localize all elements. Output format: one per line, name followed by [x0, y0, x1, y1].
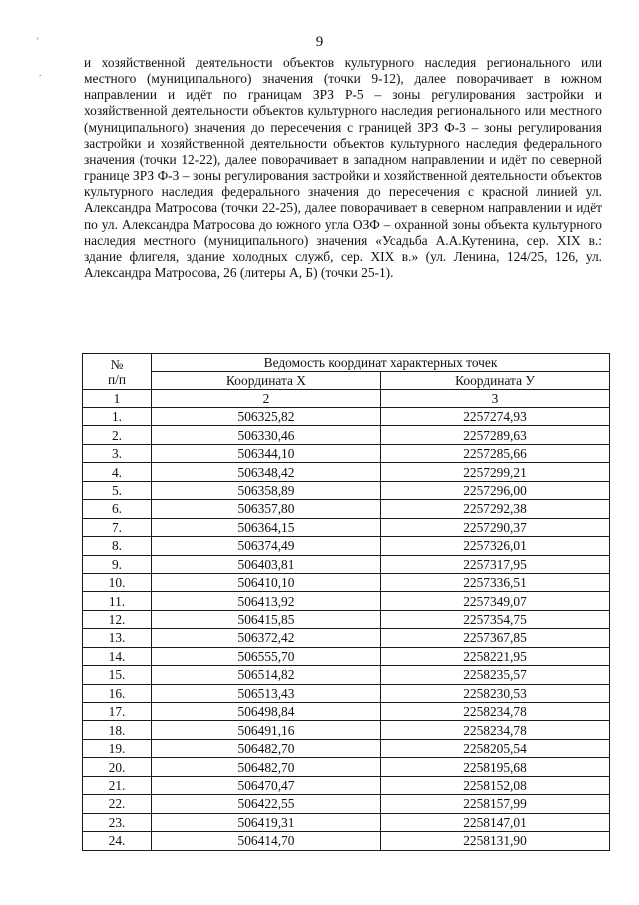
coordinates-table [82, 353, 610, 851]
coordinate-x-cell: 506415,85 [152, 610, 381, 628]
coordinate-y-cell: 2258152,08 [381, 776, 610, 794]
point-number-cell: 7. [83, 518, 152, 536]
coordinate-x-cell: 506330,46 [152, 426, 381, 444]
coordinate-y-cell: 2257336,51 [381, 573, 610, 591]
point-number-cell: 20. [83, 758, 152, 776]
table-row [83, 408, 610, 426]
point-number-cell: 1. [83, 408, 152, 426]
margin-mark: . [39, 68, 42, 78]
table-row [83, 481, 610, 499]
coordinate-x-cell: 506403,81 [152, 555, 381, 573]
coordinate-y-cell: 2258230,53 [381, 684, 610, 702]
coordinate-y-cell: 2258195,68 [381, 758, 610, 776]
point-number-cell: 18. [83, 721, 152, 739]
coordinate-y-cell: 2257285,66 [381, 444, 610, 462]
coordinate-y-cell: 2258221,95 [381, 647, 610, 665]
coordinate-x-cell: 506513,43 [152, 684, 381, 702]
coordinate-x-cell: 506555,70 [152, 647, 381, 665]
coordinate-y-cell: 2257292,38 [381, 500, 610, 518]
coordinate-y-cell: 2258147,01 [381, 813, 610, 831]
table-row [83, 463, 610, 481]
point-number-cell: 16. [83, 684, 152, 702]
table-row [83, 739, 610, 757]
header-number-cell [83, 354, 152, 390]
margin-mark: ' [37, 36, 39, 46]
coordinate-y-cell: 2257354,75 [381, 610, 610, 628]
coordinate-x-cell: 506482,70 [152, 758, 381, 776]
point-number-cell: 22. [83, 795, 152, 813]
point-number-cell: 21. [83, 776, 152, 794]
point-number-cell: 9. [83, 555, 152, 573]
coordinate-y-cell: 2258235,57 [381, 666, 610, 684]
coordinate-y-cell: 2257349,07 [381, 592, 610, 610]
table-row [83, 832, 610, 850]
point-number-cell: 3. [83, 444, 152, 462]
table-row [83, 610, 610, 628]
table-row [83, 518, 610, 536]
coordinate-y-cell: 2258234,78 [381, 721, 610, 739]
coordinate-x-cell: 506413,92 [152, 592, 381, 610]
table-row [83, 500, 610, 518]
index-cell: 3 [381, 390, 610, 408]
coordinate-x-cell: 506357,80 [152, 500, 381, 518]
table-row [83, 703, 610, 721]
header-coordinate-y: Координата У [381, 372, 610, 390]
table-row [83, 426, 610, 444]
table-header-row [83, 354, 610, 372]
coordinate-y-cell: 2257290,37 [381, 518, 610, 536]
coordinate-y-cell: 2257367,85 [381, 629, 610, 647]
point-number-cell: 2. [83, 426, 152, 444]
table-row [83, 813, 610, 831]
table-row [83, 795, 610, 813]
coordinate-x-cell: 506348,42 [152, 463, 381, 481]
point-number-cell: 5. [83, 481, 152, 499]
table-title: Ведомость координат характерных точек [152, 354, 610, 372]
coordinate-x-cell: 506325,82 [152, 408, 381, 426]
table-row [83, 647, 610, 665]
coordinate-x-cell: 506358,89 [152, 481, 381, 499]
table-row [83, 684, 610, 702]
index-cell: 2 [152, 390, 381, 408]
coordinate-x-cell: 506372,42 [152, 629, 381, 647]
table-row [83, 592, 610, 610]
table-row [83, 629, 610, 647]
table-header-row [83, 372, 610, 390]
coordinate-y-cell: 2257274,93 [381, 408, 610, 426]
header-number-abbr: п/п [107, 371, 127, 387]
coordinate-y-cell: 2257326,01 [381, 537, 610, 555]
header-coordinate-x: Координата Х [152, 372, 381, 390]
point-number-cell: 17. [83, 703, 152, 721]
coordinate-y-cell: 2257317,95 [381, 555, 610, 573]
point-number-cell: 14. [83, 647, 152, 665]
coordinate-x-cell: 506419,31 [152, 813, 381, 831]
coordinate-x-cell: 506364,15 [152, 518, 381, 536]
coordinate-y-cell: 2258205,54 [381, 739, 610, 757]
coordinate-x-cell: 506410,10 [152, 573, 381, 591]
point-number-cell: 19. [83, 739, 152, 757]
coordinate-y-cell: 2257299,21 [381, 463, 610, 481]
coordinate-y-cell: 2258131,90 [381, 832, 610, 850]
page-number: 9 [315, 34, 324, 50]
point-number-cell: 15. [83, 666, 152, 684]
point-number-cell: 8. [83, 537, 152, 555]
body-paragraph: и хозяйственной деятельности объектов культурного наследия регионального или местного (муниципального) значения (точки 9-12), далее поворачивает в южном направлении и идёт по границам ЗРЗ Р-5 – зоны регулирования застройки и хозяйственной деятельности объектов культурного наследия регионального или местного (муниципального) значения до пересечения с границей ЗРЗ Ф-3 – зоны регулирования застройки и хозяйственной деятельности объектов культурного наследия федерального значения (точки 12-22), далее поворачивает в западном направлении и идёт по северной границе ЗРЗ Ф-3 – зоны регулирования застройки и хозяйственной деятельности объектов культурного наследия федерального значения до пересечения с красной линией ул. Александра Матросова (точки 22-25), далее поворачивает в северном направлении и идёт по ул. Александра Матросова до южного угла ОЗФ – охранной зоны объекта культурного наследия местного (муниципального) значения «Усадьба А.А.Кутенина, сер. XIX в.: здание флигеля, здание холодных служб, сер. XIX в.» (ул. Ленина, 124/25, 126, ул. Александра Матросова, 26 (литеры А, Б) (точки 25-1). [84, 55, 602, 281]
point-number-cell: 11. [83, 592, 152, 610]
table-row [83, 721, 610, 739]
coordinate-y-cell: 2257289,63 [381, 426, 610, 444]
coordinate-y-cell: 2258234,78 [381, 703, 610, 721]
table-row [83, 666, 610, 684]
coordinate-x-cell: 506498,84 [152, 703, 381, 721]
coordinate-x-cell: 506482,70 [152, 739, 381, 757]
table-row [83, 555, 610, 573]
point-number-cell: 23. [83, 813, 152, 831]
table-row [83, 758, 610, 776]
table-row [83, 444, 610, 462]
coordinate-x-cell: 506470,47 [152, 776, 381, 794]
coordinate-y-cell: 2257296,00 [381, 481, 610, 499]
point-number-cell: 4. [83, 463, 152, 481]
point-number-cell: 10. [83, 573, 152, 591]
point-number-cell: 13. [83, 629, 152, 647]
coordinate-x-cell: 506344,10 [152, 444, 381, 462]
table-row [83, 573, 610, 591]
point-number-cell: 12. [83, 610, 152, 628]
coordinate-x-cell: 506414,70 [152, 832, 381, 850]
coordinate-x-cell: 506374,49 [152, 537, 381, 555]
point-number-cell: 6. [83, 500, 152, 518]
index-cell: 1 [83, 390, 152, 408]
coordinate-x-cell: 506514,82 [152, 666, 381, 684]
coordinate-y-cell: 2258157,99 [381, 795, 610, 813]
table-row [83, 537, 610, 555]
header-number-symbol: № [110, 356, 124, 372]
table-row [83, 776, 610, 794]
point-number-cell: 24. [83, 832, 152, 850]
coordinate-x-cell: 506491,16 [152, 721, 381, 739]
table-index-row [83, 390, 610, 408]
coordinate-x-cell: 506422,55 [152, 795, 381, 813]
